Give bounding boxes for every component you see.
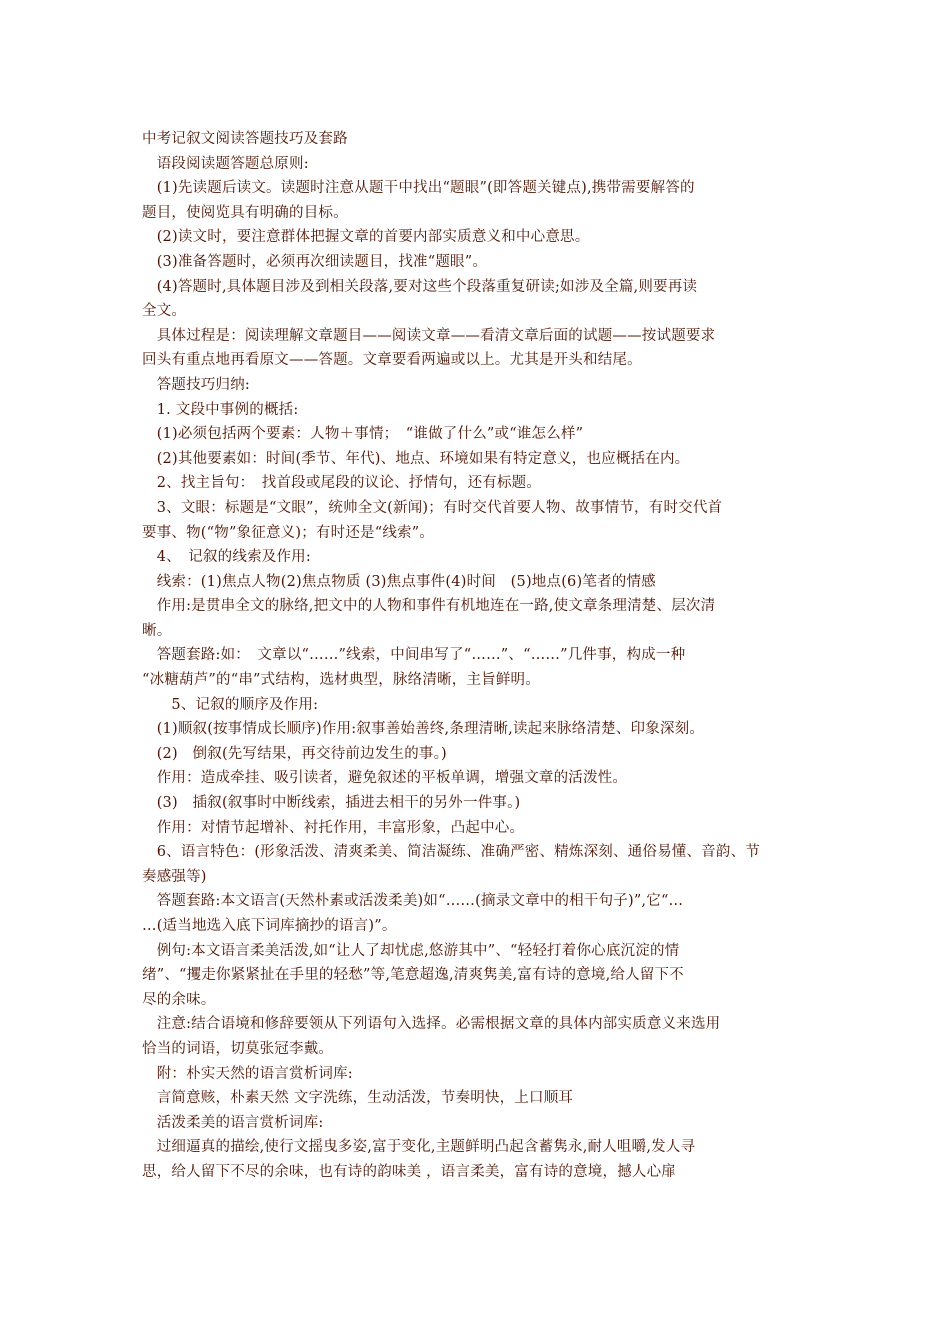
text-line: 要事、物(“物”象征意义)；有时还是“线索”。 (142, 524, 435, 541)
text-line: 活泼柔美的语言赏析词库: (142, 1114, 324, 1131)
text-line: 恰当的词语，切莫张冠李戴。 (142, 1040, 334, 1057)
text-line: 答题套路:本文语言(天然朴素或活泼柔美)如“……(摘录文章中的相干句子)”,它“… (142, 893, 684, 910)
text-line: 2、找主旨句： 找首段或尾段的议论、抒情句，还有标题。 (142, 475, 542, 492)
text-line: (1)必须包括两个要素：人物＋事情； “谁做了什么”或“谁怎么样” (142, 426, 584, 443)
text-line: (3)准备答题时，必须再次细读题目，找准“题眼”。 (142, 253, 488, 270)
text-line: 过细逼真的描绘,使行文摇曳多姿,富于变化,主题鲜明凸起含蓄隽永,耐人咀嚼,发人寻 (142, 1139, 696, 1156)
text-line: 附：朴实天然的语言赏析词库: (142, 1065, 353, 1082)
text-line: 3、文眼：标题是“文眼”，统帅全文(新闻)；有时交代首要人物、故事情节，有时交代首 (142, 499, 723, 516)
text-line: 思，给人留下不尽的余味，也有诗的韵味美 ，语言柔美，富有诗的意境，撼人心扉 (142, 1163, 677, 1180)
text-line: 6、语言特色：(形象活泼、清爽柔美、简洁凝练、准确严密、精炼深刻、通俗易懂、音韵、节 (142, 844, 760, 861)
text-line: (1)先读题后读文。读题时注意从题干中找出“题眼”(即答题关键点),携带需要解答的 (142, 180, 695, 197)
text-line: 绪”、“攫走你紧紧扯在手里的轻愁”等,笔意超逸,清爽隽美,富有诗的意境,给人留下不 (142, 967, 684, 984)
text-line: 题目，使阅览具有明确的目标。 (142, 204, 348, 221)
document-body (142, 127, 814, 1185)
text-line: 晰。 (142, 622, 172, 639)
text-line: 语段阅读题答题总原则: (142, 155, 309, 172)
text-line: 作用:是贯串全文的脉络,把文中的人物和事件有机地连在一路,使文章条理清楚、层次清 (142, 598, 716, 615)
text-line: 奏感强等) (142, 868, 207, 885)
text-line: 尽的余味。 (142, 991, 216, 1008)
text-line: 作用：造成牵挂、吸引读者，避免叙述的平板单调，增强文章的活泼性。 (142, 770, 628, 787)
text-line: 例句:本文语言柔美活泼,如“让人了却忧虑,悠游其中”、“轻轻打着你心底沉淀的情 (142, 942, 680, 959)
text-line: 言简意赅，朴素天然 文字洗练，生动活泼，节奏明快，上口顺耳 (142, 1090, 574, 1107)
text-line: 答题技巧归纳: (142, 376, 250, 393)
text-line: (2)读文时，要注意群体把握文章的首要内部实质意义和中心意思。 (142, 229, 590, 246)
text-line: (4)答题时,具体题目涉及到相关段落,要对这些个段落重复研读;如涉及全篇,则要再读 (142, 278, 698, 295)
text-line: 5、记叙的顺序及作用: (142, 696, 319, 713)
text-line: (3) 插叙(叙事时中断线索，插进去相干的另外一件事。) (142, 795, 521, 812)
text-line: 全文。 (142, 303, 187, 320)
text-line: (1)顺叙(按事情成长顺序)作用:叙事善始善终,条理清晰,读起来脉络清楚、印象深刻。 (142, 721, 705, 738)
document-title: 中考记叙文阅读答题技巧及套路 (142, 131, 348, 147)
text-line: 注意:结合语境和修辞要领从下列语句入选择。必需根据文章的具体内部实质意义来选用 (142, 1016, 721, 1033)
text-line: 1. 文段中事例的概括: (142, 401, 299, 418)
text-line: 作用：对情节起增补、衬托作用，丰富形象，凸起中心。 (142, 819, 525, 836)
text-line: …(适当地选入底下词库摘抄的语言)”。 (142, 918, 397, 934)
text-line: 具体过程是：阅读理解文章题目——阅读文章——看清文章后面的试题——按试题要求 (142, 327, 716, 344)
text-line: 4、 记叙的线索及作用: (142, 549, 311, 566)
text-line: 答题套路:如： 文章以“……”线索，中间串写了“……”、“……”几件事，构成一种 (142, 647, 686, 664)
text-line: 回头有重点地再看原文——答题。文章要看两遍或以上。尤其是开头和结尾。 (142, 352, 642, 369)
text-line: (2) 倒叙(先写结果，再交待前边发生的事。) (142, 745, 447, 762)
text-line: 线索：(1)焦点人物(2)焦点物质 (3)焦点事件(4)时间 (5)地点(6)笔者的情感 (142, 573, 656, 590)
text-line: (2)其他要素如：时间(季节、年代)、地点、环境如果有特定意义，也应概括在内。 (142, 450, 690, 467)
text-line: “冰糖葫芦”的“串”式结构，选材典型，脉络清晰，主旨鲜明。 (142, 672, 540, 689)
